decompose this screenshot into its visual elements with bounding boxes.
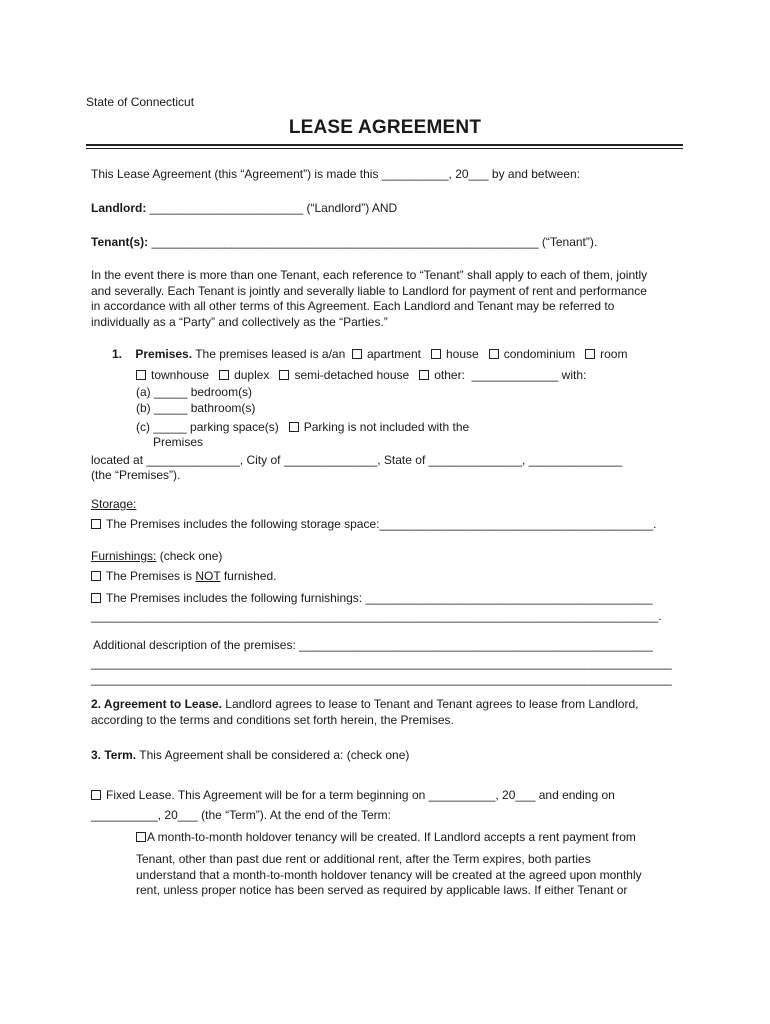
agreement-to-lease-text-2: according to the terms and conditions set forth herein, the Premises. [91,712,454,727]
apartment-label: apartment [366,347,421,361]
furnished-line-2[interactable]: _____________________________________________________________________________________. [91,609,662,623]
furnishings-line [91,549,222,564]
other-checkbox[interactable] [419,370,429,380]
storage-heading: Storage: [91,497,137,511]
premises-lead: The premises leased is a/an [195,347,346,361]
holdover-paragraph [136,852,642,899]
furnished-checkbox[interactable] [91,593,101,603]
semi-detached-checkbox[interactable] [279,370,289,380]
holdover-checkbox[interactable] [136,832,146,842]
fixed-lease-label[interactable]: Fixed Lease. This Agreement will be for a term beginning on __________, 20___ and ending on [106,788,615,802]
apartment-checkbox[interactable] [352,349,362,359]
storage-option [91,517,656,532]
tenant-blank[interactable]: __________________________________________________________ (“Tenant”). [151,235,598,249]
house-checkbox[interactable] [431,349,441,359]
furnished-option [91,591,652,606]
not-furnished-pre: The Premises is [106,569,196,583]
tenant-label: Tenant(s): [91,235,149,249]
townhouse-label: townhouse [151,368,210,382]
located-line[interactable]: located at ______________, City of ______________, State of ______________, ______________ [91,453,623,467]
not-furnished-option [91,569,277,584]
term-line [91,748,409,763]
state-label: State of Connecticut [86,95,195,109]
document-title: LEASE AGREEMENT [288,117,482,138]
holdover-label: A month-to-month holdover tenancy will be created. If Landlord accepts a rent payment from [147,830,636,844]
house-label: house [446,347,479,361]
duplex-label: duplex [234,368,270,382]
parties-line: in accordance with all other terms of this Agreement. Each Landlord and Tenant may be referred to [91,299,615,313]
premises-row-1 [112,347,627,362]
landlord-blank[interactable]: _______________________ (“Landlord”) AND [149,201,398,215]
agreement-to-lease-section [91,697,638,728]
intro-line: This Lease Agreement (this “Agreement”) is made this __________, 20___ by and between: [91,167,580,181]
duplex-checkbox[interactable] [219,370,229,380]
additional-line-2[interactable]: _______________________________________________________________________________________ [91,656,672,670]
not-furnished-not: NOT [195,569,221,583]
parking-premises-word: Premises [153,435,204,449]
parties-line: In the event there is more than one Tenant, each reference to “Tenant” shall apply to each of them, jointly [91,268,648,282]
fixed-lease-option [91,788,615,803]
condominium-label: condominium [503,347,576,361]
title-rule-thick [86,144,683,146]
term-heading: 3. Term. [91,748,137,762]
fixed-lease-checkbox[interactable] [91,790,101,800]
holdover-line: rent, unless proper notice has been served as required by applicable laws. If either Tenant or [136,883,628,897]
room-label: room [600,347,628,361]
tenant-line [91,235,597,250]
bedrooms-line[interactable]: (a) _____ bedroom(s) [136,385,253,399]
semi-detached-label: semi-detached house [294,368,410,382]
bathrooms-line[interactable]: (b) _____ bathroom(s) [136,401,256,415]
condominium-checkbox[interactable] [489,349,499,359]
not-furnished-checkbox[interactable] [91,571,101,581]
holdover-line: understand that a month-to-month holdover tenancy will be created at the agreed upon monthly [136,867,642,882]
parties-line: individually as a “Party” and collectively as the “Parties.” [91,314,388,329]
parking-not-included-label: Parking is not included with the [303,420,470,434]
agreement-to-lease-text: Landlord agrees to lease to Tenant and Tenant agrees to lease from Landlord, [221,697,639,711]
term-text: This Agreement shall be considered a: (check one) [136,748,410,762]
parking-line [136,420,469,435]
fixed-lease-line-2[interactable]: __________, 20___ (the “Term”). At the end of the Term: [91,808,391,822]
premises-heading: Premises. [135,347,193,361]
parties-line: and severally. Each Tenant is jointly and severally liable to Landlord for payment of rent and performance [91,283,647,298]
furnishings-heading: Furnishings: [91,549,157,563]
parking-not-included-checkbox[interactable] [289,422,299,432]
premises-row-2 [136,368,586,383]
landlord-line [91,201,397,216]
holdover-line: Tenant, other than past due rent or additional rent, after the Term expires, both parties [136,852,591,866]
parties-paragraph [91,268,647,330]
premises-definition: (the “Premises”). [91,468,181,482]
storage-checkbox[interactable] [91,519,101,529]
premises-number: 1. [112,347,123,361]
furnishings-note: (check one) [156,549,223,563]
holdover-option [136,830,636,845]
other-blank[interactable]: _____________ with: [471,368,587,382]
landlord-label: Landlord: [91,201,147,215]
parking-spaces-blank[interactable]: (c) _____ parking space(s) [136,420,279,434]
other-label: other: [434,368,465,382]
furnished-label[interactable]: The Premises includes the following furnishings: ___________________________________________ [106,591,653,605]
not-furnished-post: furnished. [220,569,277,583]
townhouse-checkbox[interactable] [136,370,146,380]
storage-label[interactable]: The Premises includes the following storage space:_________________________________________. [106,517,657,531]
agreement-to-lease-heading: 2. Agreement to Lease. [91,697,222,711]
additional-description[interactable]: Additional description of the premises: _____________________________________________________ [93,638,653,652]
additional-line-3[interactable]: _______________________________________________________________________________________ [91,672,672,686]
room-checkbox[interactable] [585,349,595,359]
title-rule-thin [86,148,683,149]
